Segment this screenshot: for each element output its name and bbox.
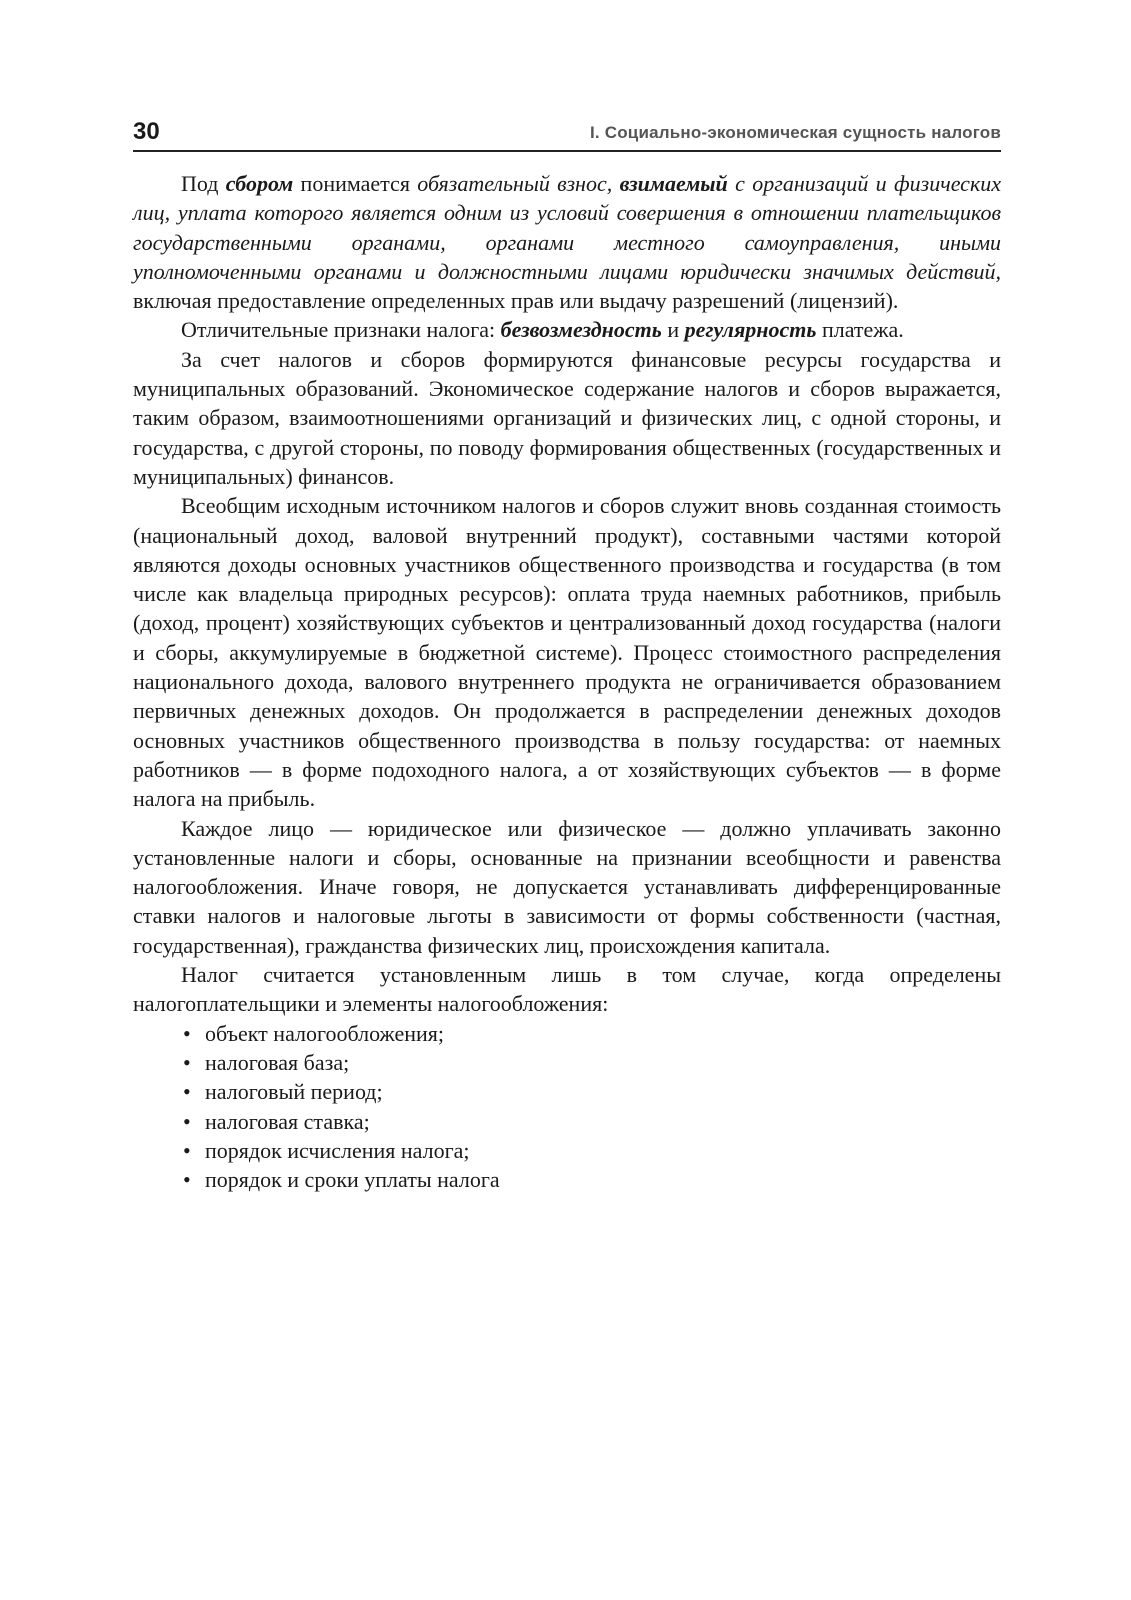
bullet-mark: • (183, 1049, 191, 1075)
text-run: платежа. (816, 317, 904, 343)
text-run: понимается (293, 171, 418, 196)
paragraph-tax-features (133, 315, 1001, 344)
paragraph-fee-definition (133, 169, 1001, 315)
text-run: Всеобщим исходным источником налогов и сборов служит вновь созданная стоимость (национальный доход, валовой внутренний продукт), составными частями которой являются доходы основных участников общественного производства и государства (в том числе как владельца природных ресурсов): оплата труда наемных работников, прибыль (доход, процент) хозяйствующих субъектов и централизованный доход государства (налоги и сборы, аккумулируемые в бюджетной системе). Процесс стоимостного распределения национального дохода, валового внутреннего продукта не ограничивается образованием первичных денежных доходов. Он продолжается в распределении денежных доходов основных участников общественного производства в пользу государства: от наемных работников — в форме подоходного налога, а от хозяйствующих субъектов — в форме налога на прибыль. (133, 493, 1001, 812)
list-item: • порядок исчисления налога; (181, 1136, 1001, 1165)
text-run: За счет налогов и сборов формируются финансовые ресурсы государства и муниципальных образований. Экономическое содержание налогов и сборов выражается, таким образом, взаимоотношениями организаций и физических лиц, с одной стороны, и государства, с другой стороны, по поводу формирования общественных (государственных и муниципальных) финансов. (133, 346, 1001, 489)
text-run: взимаемый (619, 171, 728, 196)
bullet-mark: • (183, 1137, 191, 1163)
bullet-mark: • (183, 1020, 191, 1046)
section-title: I. Социально-экономическая сущность налогов (589, 123, 1001, 142)
paragraph-source-of-taxes (133, 491, 1001, 813)
text-run: Под (181, 171, 226, 196)
list-item: • объект налогообложения; (181, 1019, 1001, 1048)
list-item: • налоговая база; (181, 1048, 1001, 1077)
text-run: с организаций и физических лиц, уплата которого является одним из условий совершения в отношении плательщиков государственными органами, органами местного самоуправления, иными уполномоченными органами и должностными лицами юридически значимых действий, (133, 171, 1001, 284)
page-number: 30 (133, 118, 160, 145)
list-item: • налоговый период; (181, 1077, 1001, 1106)
bullet-mark: • (183, 1079, 191, 1105)
bullet-mark: • (183, 1108, 191, 1134)
paragraph-universality (133, 814, 1001, 960)
running-header (133, 112, 1001, 152)
bullet-mark: • (183, 1167, 191, 1193)
text-run: и (661, 317, 685, 343)
text-run: Отличительные признаки налога: (181, 317, 501, 343)
text-run: Налог считается установленным лишь в том случае, когда определены налогоплательщики и элементы налогообложения: (133, 962, 1001, 1017)
paragraph-tax-established (133, 960, 1001, 1019)
body-text (133, 169, 1001, 1194)
text-run: обязательный взнос, (417, 171, 620, 196)
list-item: • порядок и сроки уплаты налога (181, 1165, 1001, 1194)
text-run: регулярность (684, 317, 817, 343)
text-run: безвозмездность (500, 317, 662, 343)
text-run: Каждое лицо — юридическое или физическое — должно уплачивать законно установленные налоги и сборы, основанные на признании всеобщности и равенства налогообложения. Иначе говоря, не допускается устанавливать дифференцированные ставки налогов и налоговые льготы в зависимости от формы собственности (частная, государственная), гражданства физических лиц, происхождения капитала. (133, 815, 1001, 958)
taxation-elements-list (133, 1019, 1001, 1195)
paragraph-financial-resources (133, 345, 1001, 491)
text-run: сбором (225, 171, 294, 196)
text-run: включая предоставление определенных прав или выдачу разрешений (лицензий). (133, 288, 899, 314)
list-item: • налоговая ставка; (181, 1107, 1001, 1136)
